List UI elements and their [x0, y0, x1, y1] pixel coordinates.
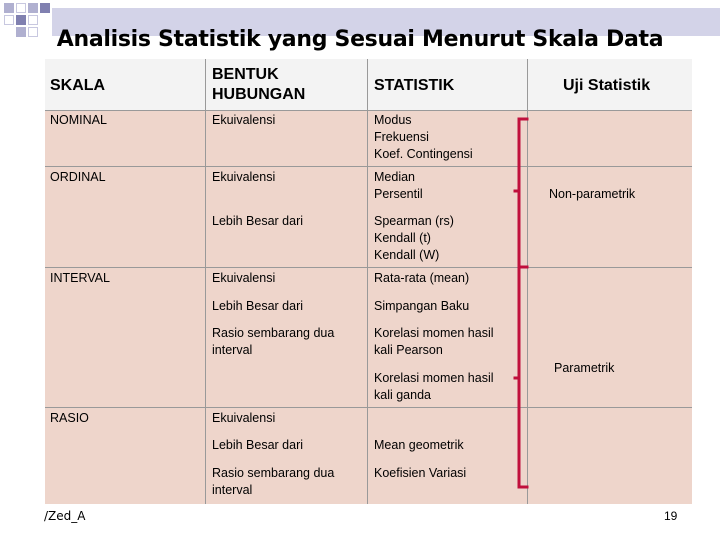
skala-nominal: NOMINAL: [50, 113, 107, 127]
page-number: 19: [664, 509, 678, 523]
rasio-bentuk-3: Rasio sembarang dua interval: [212, 466, 335, 497]
interval-statistik-2: Simpangan Baku: [374, 299, 470, 313]
rasio-statistik-3: Koefisien Variasi: [374, 466, 467, 480]
row-divider: [45, 166, 692, 167]
ordinal-statistik-2: Spearman (rs) Kendall (t) Kendall (W): [374, 214, 454, 262]
header-skala: SKALA: [50, 77, 106, 94]
nominal-bentuk: Ekuivalensi: [212, 113, 276, 127]
bracket-group: [513, 117, 533, 497]
interval-bentuk-2: Lebih Besar dari: [212, 299, 304, 313]
table-body: [45, 110, 692, 504]
uji-parametrik-label: Parametrik: [554, 361, 615, 375]
row-divider: [45, 267, 692, 268]
column-divider: [367, 59, 368, 504]
footer-author: /Zed_A: [44, 509, 86, 523]
header-uji-statistik: Uji Statistik: [563, 77, 651, 94]
interval-bentuk-1: Ekuivalensi: [212, 271, 276, 285]
statistics-table: [45, 59, 692, 504]
nominal-statistik: Modus Frekuensi Koef. Contingensi: [374, 113, 473, 161]
rasio-bentuk-2: Lebih Besar dari: [212, 438, 304, 452]
row-divider: [45, 407, 692, 408]
rasio-statistik-2: Mean geometrik: [374, 438, 464, 452]
skala-ordinal: ORDINAL: [50, 170, 106, 184]
header-bentuk-hubungan: BENTUK HUBUNGAN: [212, 66, 306, 103]
rasio-bentuk-1: Ekuivalensi: [212, 411, 276, 425]
uji-nonparametrik-label: Non-parametrik: [549, 187, 636, 201]
skala-rasio: RASIO: [50, 411, 89, 425]
row-divider: [45, 110, 692, 111]
ordinal-bentuk-2: Lebih Besar dari: [212, 214, 304, 228]
ordinal-statistik-1: Median Persentil: [374, 170, 423, 201]
interval-statistik-4: Korelasi momen hasil kali ganda: [374, 371, 494, 402]
interval-bentuk-3: Rasio sembarang dua interval: [212, 326, 335, 357]
page-title: Analisis Statistik yang Sesuai Menurut Skala Data: [56, 27, 664, 52]
interval-statistik-3: Korelasi momen hasil kali Pearson: [374, 326, 494, 357]
header-statistik: STATISTIK: [374, 77, 455, 94]
ordinal-bentuk-1: Ekuivalensi: [212, 170, 276, 184]
interval-statistik-1: Rata-rata (mean): [374, 271, 470, 285]
skala-interval: INTERVAL: [50, 271, 110, 285]
column-divider: [205, 59, 206, 504]
